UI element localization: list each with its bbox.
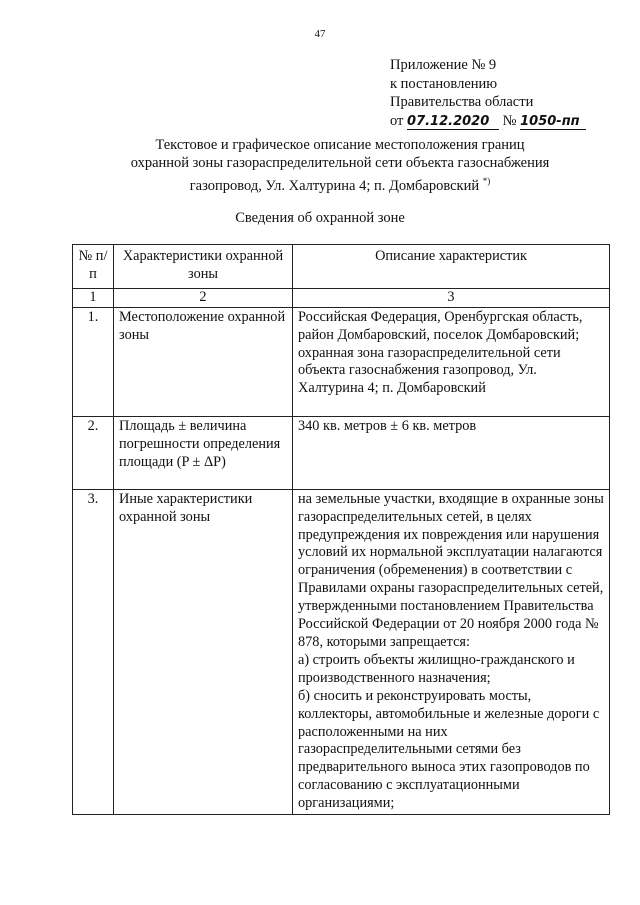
title-line-2: охранной зоны газораспределительной сети объекта газоснабжения [130, 155, 550, 171]
row-characteristic: Иные характеристики охранной зоны [114, 489, 293, 814]
row-number: 1. [73, 307, 114, 416]
row-number: 2. [73, 416, 114, 489]
document-title [60, 136, 620, 195]
row-characteristic: Площадь ± величина погрешности определения площади (P ± ΔP) [114, 416, 293, 489]
handwritten-number: 1050-пп [520, 114, 586, 130]
table-row [73, 416, 610, 489]
from-prefix: от [390, 112, 404, 129]
number-prefix: № [502, 112, 517, 129]
row-characteristic: Местоположение охранной зоны [114, 307, 293, 416]
title-line-3-text: газопровод, Ул. Халтурина 4; п. Домбаровский [189, 177, 480, 194]
appendix-line-2: к постановлению [390, 75, 498, 92]
header-characteristic: Характеристики охранной зоны [114, 245, 293, 289]
appendix-line-1: Приложение № 9 [390, 57, 497, 73]
row-description [293, 489, 610, 814]
title-line-1: Текстовое и графическое описание местоположения границ [155, 137, 525, 153]
table-header-row [73, 245, 610, 289]
row-description: 340 кв. метров ± 6 кв. метров [293, 416, 610, 489]
column-number: 1 [73, 288, 114, 307]
description-item-b: б) сносить и реконструировать мосты, коллекторы, автомобильные и железные дороги с расположенными на них газораспределительными сетями без предварительного выноса этих газопроводов по согласованию с эксплуатационными организациями; [298, 687, 600, 812]
header-description: Описание характеристик [293, 245, 610, 289]
column-number: 2 [114, 288, 293, 307]
column-number: 3 [293, 288, 610, 307]
footnote-mark: *) [482, 176, 491, 186]
row-description: Российская Федерация, Оренбургская область, район Домбаровский, поселок Домбаровский; охранная зона газораспределительной сети объекта газоснабжения газопровод, Ул. Халтурина 4; п. Домбаровский [293, 307, 610, 416]
table-row [73, 489, 610, 814]
appendix-block [390, 56, 586, 130]
appendix-line-3: Правительства области [390, 94, 534, 110]
row-number: 3. [73, 489, 114, 814]
zone-info-table [72, 244, 610, 815]
table-row [73, 307, 610, 416]
column-number-row [73, 288, 610, 307]
title-line-3 [60, 172, 620, 195]
header-number: № п/п [73, 245, 114, 289]
description-item-a: а) строить объекты жилищно-гражданского и производственного назначения; [298, 651, 575, 686]
handwritten-date: 07.12.2020 [407, 114, 499, 130]
page-number: 47 [314, 28, 326, 40]
appendix-date-line [390, 112, 586, 131]
description-intro: на земельные участки, входящие в охранные зоны газораспределительных сетей, в целях предупреждения их повреждения или нарушения условий их нормальной эксплуатации налагаются ограничения (обременения) в соответствии с Правилами охраны газораспределительных сетей, утвержденными постановлением Правительства Российской Федерации от 20 ноября 2000 года № 878, которыми запрещается: [298, 490, 604, 650]
section-subtitle: Сведения об охранной зоне [235, 210, 405, 226]
